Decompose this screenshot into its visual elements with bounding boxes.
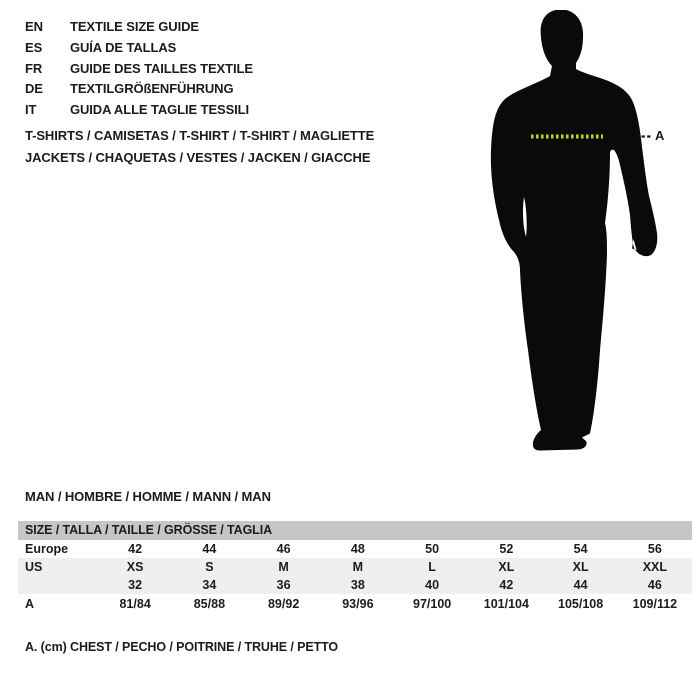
measurement-marker-a: A <box>655 128 665 143</box>
table-cell: XXL <box>642 560 668 574</box>
language-row-de <box>25 79 253 100</box>
table-cell: 101/104 <box>483 597 529 611</box>
table-cell: 46 <box>276 542 291 556</box>
category-tshirts: T-SHIRTS / CAMISETAS / T-SHIRT / T-SHIRT / MAGLIETTE <box>25 128 375 143</box>
table-cell: 44 <box>202 542 217 556</box>
table-cell: 93/96 <box>342 597 374 611</box>
language-label: GUIDA ALLE TAGLIE TESSILI <box>70 102 250 118</box>
table-cell: 105/108 <box>558 597 604 611</box>
language-code: ES <box>25 39 43 55</box>
language-row-fr <box>25 59 253 80</box>
table-cell: 56 <box>647 542 662 556</box>
table-cell: 54 <box>573 542 588 556</box>
row-label <box>18 576 98 594</box>
table-cell: 36 <box>276 578 291 592</box>
table-cell: 48 <box>350 542 365 556</box>
table-cell: 50 <box>425 542 440 556</box>
table-cell: 89/92 <box>267 597 300 611</box>
table-cell: 44 <box>573 578 588 592</box>
table-cell: XL <box>498 560 515 574</box>
category-list <box>25 125 374 169</box>
row-label: US <box>25 560 43 574</box>
table-cell: XS <box>126 560 144 574</box>
row-label: A <box>25 597 35 611</box>
table-row-europe <box>18 540 692 558</box>
table-cell: 32 <box>128 578 143 592</box>
table-row-us-numeric <box>18 576 692 594</box>
row-label: Europe <box>25 542 69 556</box>
table-cell: 81/84 <box>119 597 151 611</box>
table-cell: 34 <box>202 578 217 592</box>
language-label: GUÍA DE TALLAS <box>70 39 177 55</box>
table-cell: 85/88 <box>193 597 226 611</box>
man-silhouette-figure <box>488 4 668 456</box>
language-list <box>25 17 253 121</box>
language-row-en <box>25 17 253 38</box>
table-cell: 40 <box>425 578 440 592</box>
table-cell: M <box>352 560 364 574</box>
language-code: EN <box>25 19 43 34</box>
category-jackets: JACKETS / CHAQUETAS / VESTES / JACKEN / GIACCHE <box>25 150 371 165</box>
table-cell: 52 <box>499 542 514 556</box>
table-cell: 97/100 <box>413 597 452 611</box>
table-row-us <box>18 558 692 576</box>
table-cell: S <box>205 560 214 574</box>
size-table-header: SIZE / TALLA / TAILLE / GRÖSSE / TAGLIA <box>18 521 692 540</box>
language-label: TEXTILE SIZE GUIDE <box>70 19 199 34</box>
table-cell: M <box>278 560 289 574</box>
table-cell: 42 <box>128 542 143 556</box>
language-row-es <box>25 38 253 59</box>
man-silhouette <box>491 10 657 451</box>
language-label: TEXTILGRÖßENFÜHRUNG <box>70 81 234 97</box>
table-cell: L <box>428 560 436 574</box>
table-row-chest-cm <box>18 594 692 615</box>
language-code: IT <box>25 102 37 118</box>
language-code: DE <box>25 81 43 97</box>
gender-heading: MAN / HOMBRE / HOMME / MANN / MAN <box>25 489 271 504</box>
table-cell: 38 <box>350 578 365 592</box>
table-cell: 109/112 <box>632 597 678 611</box>
language-code: FR <box>25 60 43 76</box>
language-label: GUIDE DES TAILLES TEXTILE <box>70 60 253 76</box>
table-cell: 42 <box>499 578 514 592</box>
size-table <box>18 521 692 615</box>
table-cell: XL <box>572 560 589 574</box>
table-cell: 46 <box>647 578 662 592</box>
language-row-it <box>25 100 253 121</box>
measurement-footnote: A. (cm) CHEST / PECHO / POITRINE / TRUHE / PETTO <box>25 640 339 654</box>
